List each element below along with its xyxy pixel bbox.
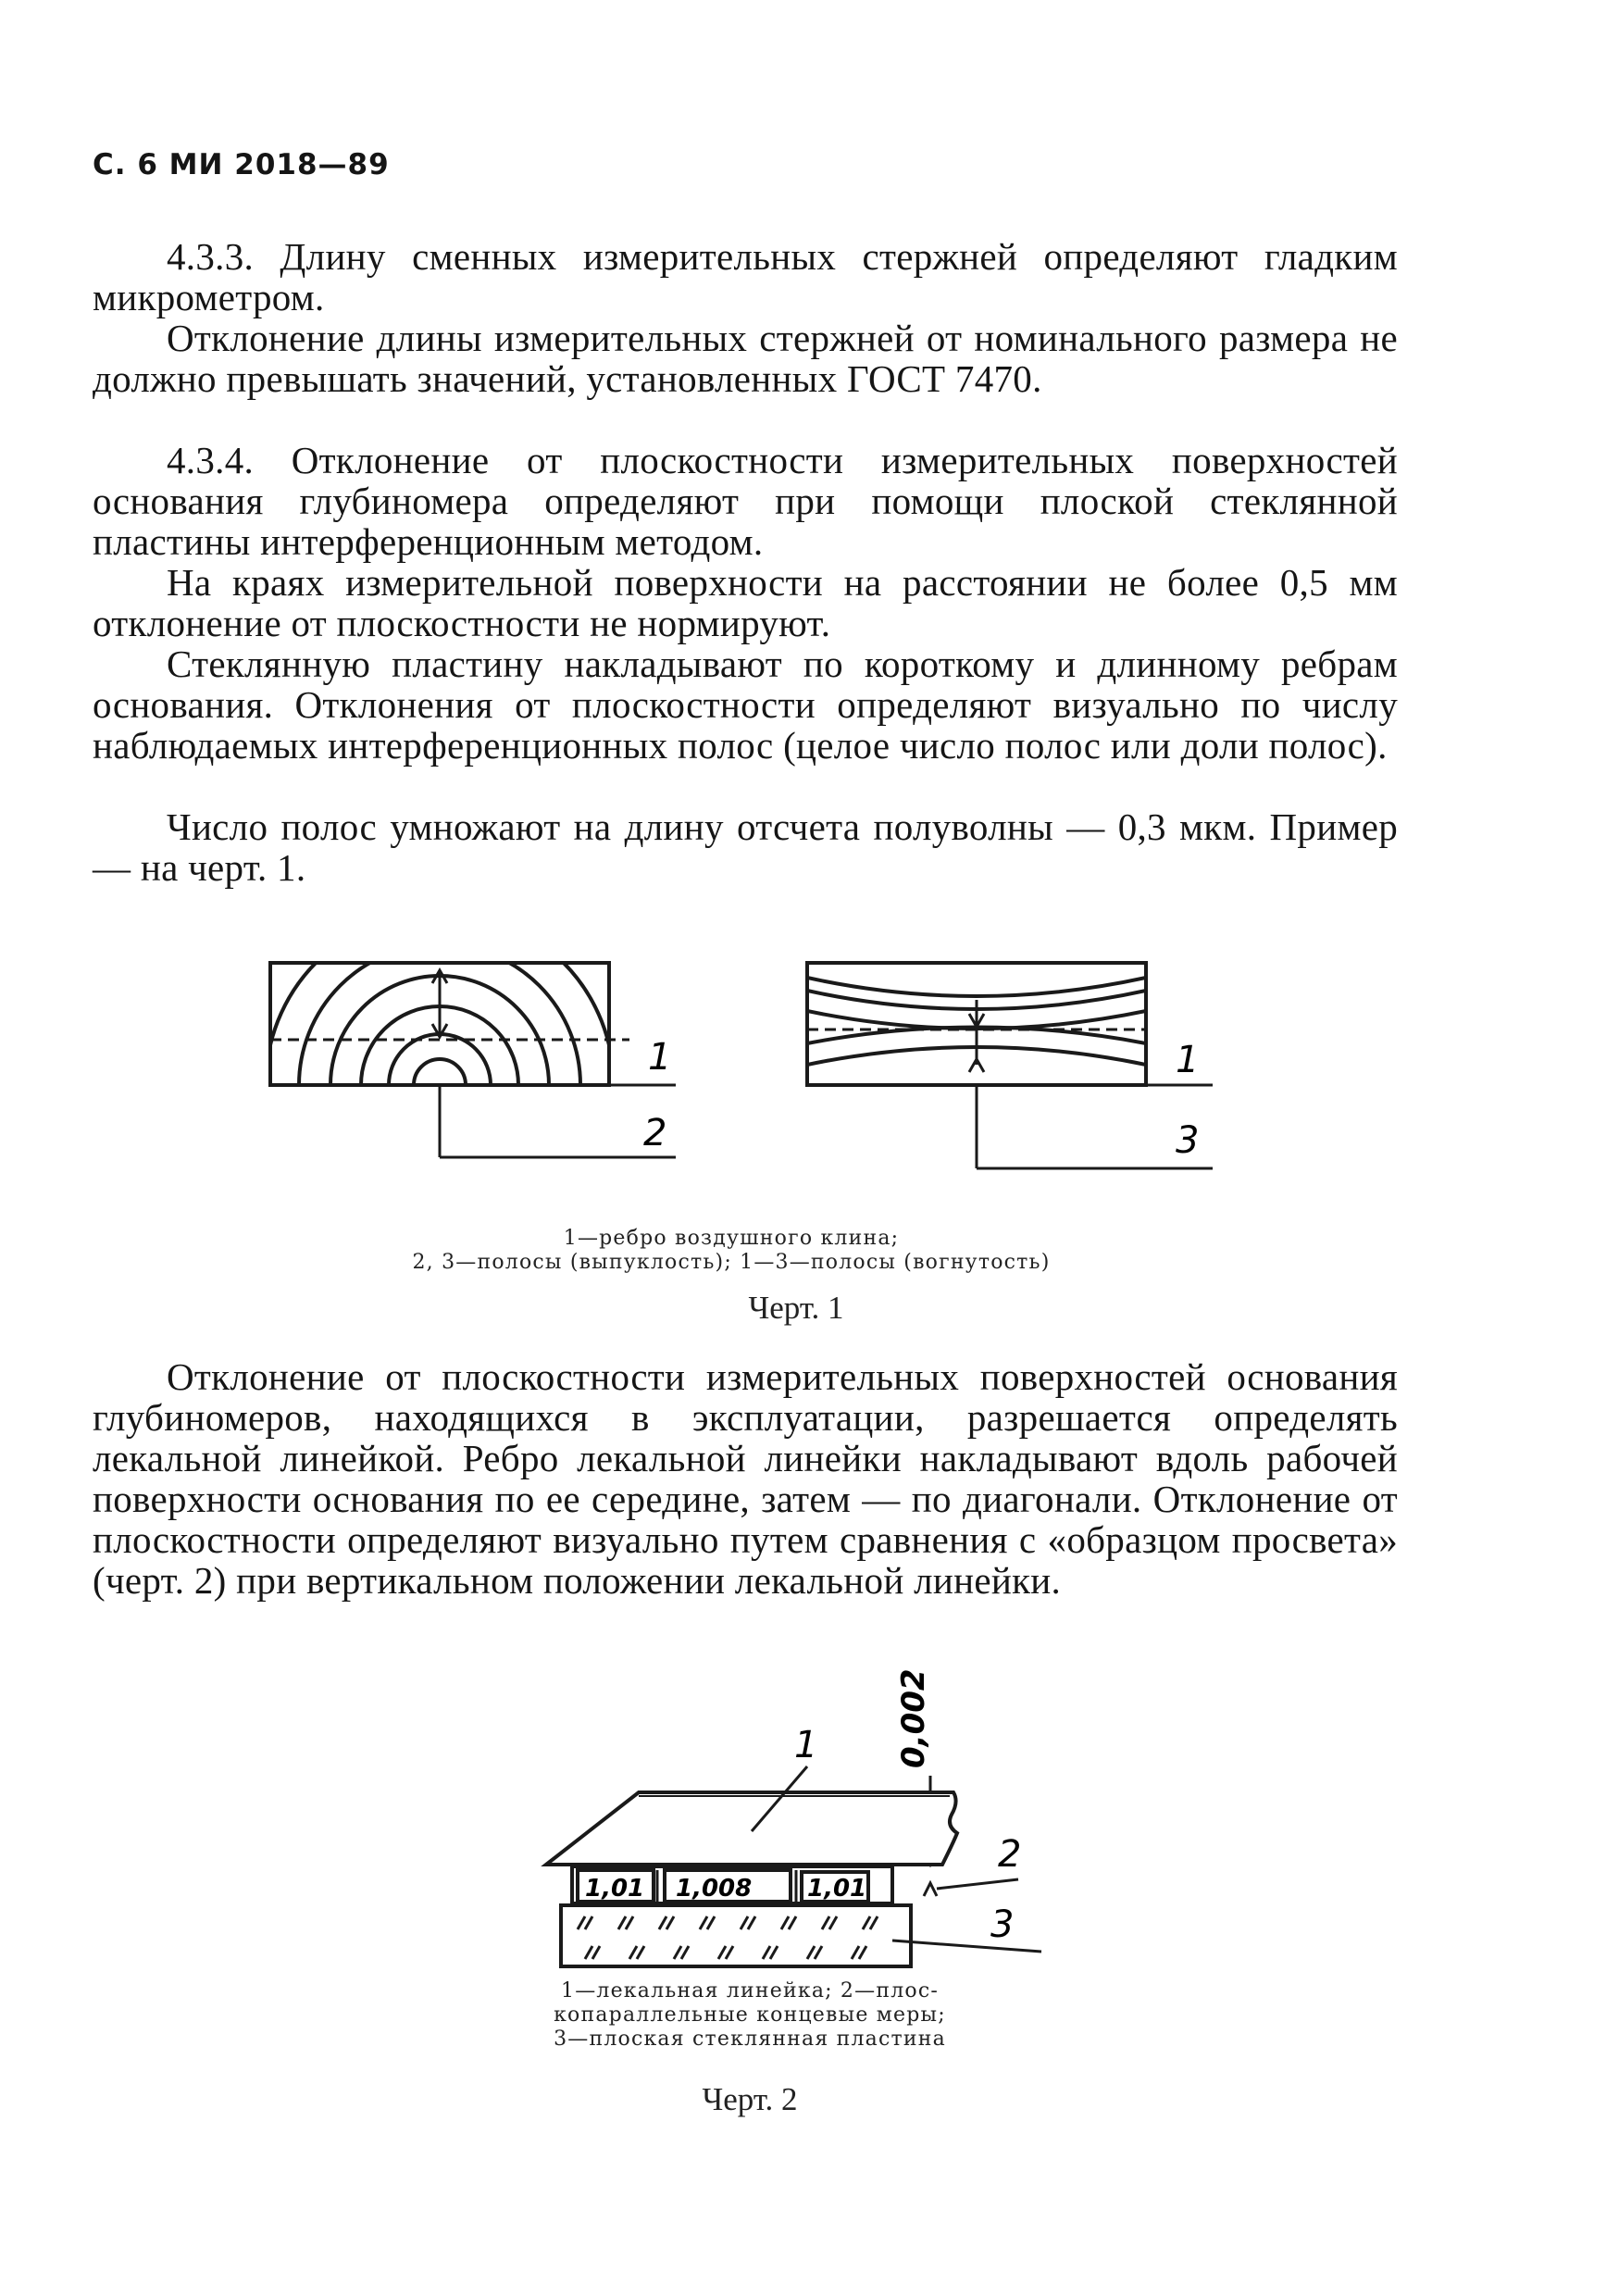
fig1-label-edge-left: 1: [648, 1036, 672, 1079]
glass-plate: [561, 1905, 911, 1966]
paragraph-4-3-3: 4.3.3. Длину сменных измерительных стержней определяют гладким микрометром.: [93, 235, 1398, 318]
fig2-label-blocks: 2: [998, 1833, 1022, 1876]
figure-2-legend: [518, 1979, 981, 2052]
figure-2-caption: Черт. 2: [702, 2081, 798, 2117]
straightedge-ruler: [546, 1792, 957, 1865]
paragraph-length-deviation: Отклонение длины измерительных стержней от номинального размера не должно превышать значений, установленных ГОСТ 7470.: [93, 317, 1398, 400]
block-value-2: 1,008: [676, 1875, 753, 1903]
fig1-label-convex: 2: [643, 1112, 667, 1154]
figure-2-legend-line-3: 3—плоская стеклянная пластина: [554, 2028, 946, 2051]
figure-2-legend-line-2: копараллельные концевые меры;: [554, 2003, 946, 2027]
figure-1-legend-line-2: 2, 3—полосы (выпуклость); 1—3—полосы (вогнутость): [412, 1251, 1051, 1274]
fig2-label-plate: 3: [990, 1903, 1015, 1946]
figure-1-diagram: [250, 926, 1240, 1194]
fig1-label-edge-right: 1: [1176, 1039, 1200, 1081]
paragraph-glass-plate: Стеклянную пластину накладывают по короткому и длинному ребрам основания. Отклонения от плоскостности определяют визуально по числу наблюдаемых интерференционных полос (целое число полос или доли полос).: [93, 643, 1398, 767]
figure-2-legend-line-1: 1—лекальная линейка; 2—плос-: [561, 1979, 939, 2003]
gap-value-label: 0,002: [895, 1668, 932, 1768]
page-header: С. 6 МИ 2018—89: [93, 148, 390, 181]
paragraph-straightedge-method: Отклонение от плоскостности измерительных поверхностей основания глубиномеров, находящихся в эксплуатации, разрешается определять лекальной линейкой. Ребро лекальной линейки накладывают вдоль рабочей поверхности основания по ее середине, затем — по диагонали. Отклонение от плоскостности определяют визуально путем сравнения с «образцом просвета» (черт. 2) при вертикальном положении лекальной линейки.: [93, 1355, 1398, 1602]
block-value-3: 1,01: [807, 1875, 867, 1903]
convex-stripes-pattern: [250, 926, 648, 1194]
fig2-label-ruler: 1: [794, 1724, 818, 1766]
paragraph-edge-tolerance: На краях измерительной поверхности на расстоянии не более 0,5 мм отклонение от плоскостности не нормируют.: [93, 561, 1398, 644]
figure-1-legend-line-1: 1—ребро воздушного клина;: [563, 1227, 900, 1250]
figure-2-diagram: [518, 1666, 1092, 1972]
figure-1-caption: Черт. 1: [748, 1290, 844, 1326]
fig1-label-concave: 3: [1176, 1119, 1200, 1162]
figure-1-legend: [278, 1227, 1185, 1275]
block-value-1: 1,01: [585, 1875, 645, 1903]
paragraph-stripe-count: Число полос умножают на длину отсчета полуволны — 0,3 мкм. Пример — на черт. 1.: [93, 805, 1398, 889]
paragraph-4-3-4: 4.3.4. Отклонение от плоскостности измерительных поверхностей основания глубиномера определяют при помощи плоской стеклянной пластины интерференционным методом.: [93, 439, 1398, 563]
